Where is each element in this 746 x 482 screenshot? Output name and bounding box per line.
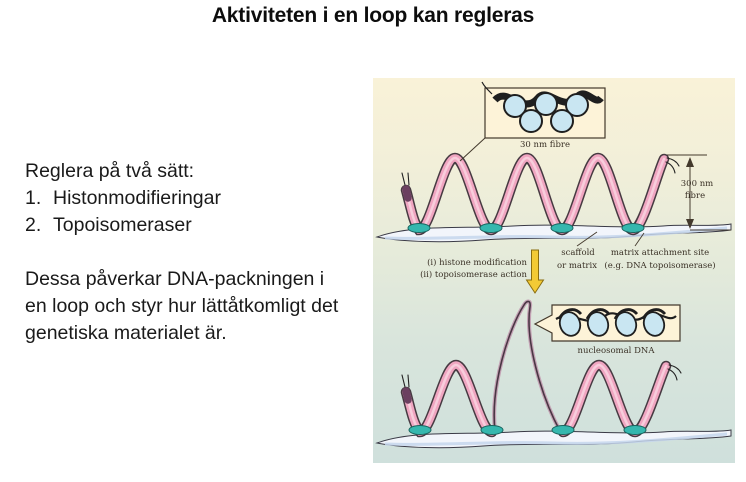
label-scaffold-line1: scaffold bbox=[561, 248, 595, 258]
chromatin-fibre-bottom bbox=[402, 365, 681, 432]
list-label: Histonmodifieringar bbox=[53, 187, 221, 209]
body-paragraph: Dessa påverkar DNA-packningen i en loop och styr hur lättåtkomligt det genetiska materialet är. bbox=[25, 268, 339, 344]
label-30nm-fibre: 30 nm fibre bbox=[520, 140, 570, 150]
label-topoisomerase-action: (ii) topoisomerase action bbox=[420, 270, 527, 280]
list-label: Topoisomeraser bbox=[53, 214, 192, 236]
label-matrix-site-line1: matrix attachment site bbox=[610, 248, 710, 258]
label-matrix-site-line2: (e.g. DNA topoisomerase) bbox=[604, 261, 716, 271]
body-text bbox=[25, 158, 370, 347]
list-item bbox=[25, 185, 370, 212]
slide-title: Aktiviteten i en loop kan regleras bbox=[211, 4, 535, 27]
label-scaffold-line2: or matrix bbox=[556, 261, 598, 271]
chromatin-fibre-top bbox=[402, 158, 679, 230]
chromatin-diagram bbox=[373, 78, 735, 463]
label-histone-modification: (i) histone modification bbox=[427, 258, 527, 268]
list-number: 1. bbox=[25, 187, 42, 209]
list-number: 2. bbox=[25, 214, 42, 236]
label-nucleosomal-dna: nucleosomal DNA bbox=[577, 346, 655, 356]
chromatin-figure bbox=[373, 78, 735, 463]
intro-line: Reglera på två sätt: bbox=[25, 160, 195, 182]
down-arrow-icon bbox=[527, 250, 544, 293]
nucleosomal-dna-callout bbox=[535, 305, 680, 341]
label-300nm-fibre-line2: fibre bbox=[684, 191, 706, 201]
list-item bbox=[25, 212, 370, 239]
label-300nm-fibre-line1: 300 nm bbox=[680, 179, 714, 189]
